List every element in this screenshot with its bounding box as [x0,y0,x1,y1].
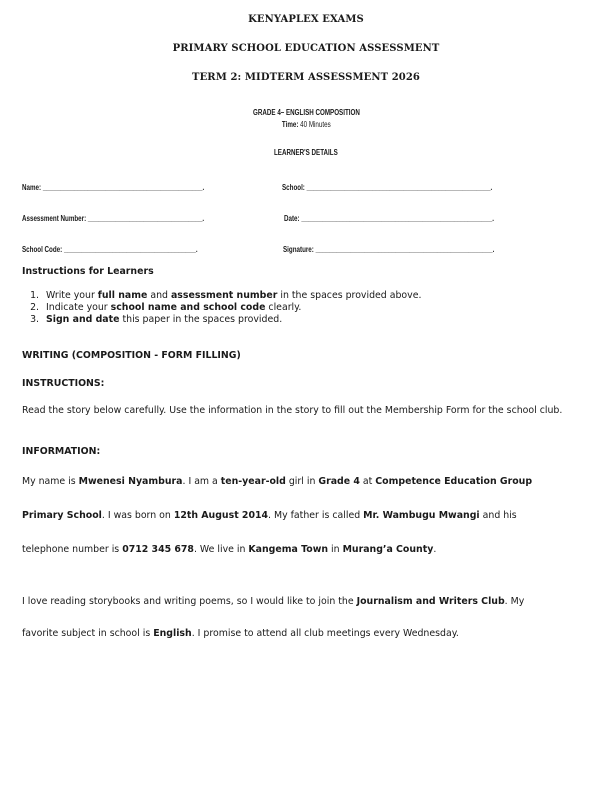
time-value: 40 Minutes [299,120,331,129]
section-instructions-text: Read the story below carefully. Use the information in the story to fill out the Membership Form for the school club. [22,405,563,416]
signature-label: Signature: ___________________________________________________. [283,245,495,254]
name-label: Name: ______________________________________________. [22,183,205,192]
school-field[interactable] [282,177,552,195]
exam-body-title: KENYAPLEX EXAMS [248,14,364,25]
story-line-3: telephone number is 0712 345 678. We live in Kangema Town in Murang’a County. [22,544,437,555]
signature-field[interactable] [283,239,554,257]
story-line-2: Primary School. I was born on 12th August 2014. My father is called Mr. Wambugu Mwangi and his [22,510,517,521]
time-label: Time: [281,120,299,129]
story-line-1: My name is Mwenesi Nyambura. I am a ten-year-old girl in Grade 4 at Competence Education Group [22,476,533,487]
date-label: Date: _______________________________________________________. [284,214,494,223]
story-line-4: I love reading storybooks and writing poems, so I would like to join the Journalism and Writers Club. My [22,596,525,607]
date-field[interactable] [284,208,553,226]
information-label: INFORMATION: [22,446,101,457]
instructions-heading: Instructions for Learners [22,266,154,277]
details-heading: LEARNER'S DETAILS [274,148,338,157]
story-line-5: favorite subject in school is English. I promise to attend all club meetings every Wednesday. [22,628,459,639]
section-instructions-label: INSTRUCTIONS: [22,378,105,389]
name-field[interactable] [22,177,256,195]
assessment-number-field[interactable] [22,208,256,226]
term-title: TERM 2: MIDTERM ASSESSMENT 2026 [192,72,420,83]
instruction-item: 1. Write your full name and assessment number in the spaces provided above. [42,290,421,302]
time-line [0,114,612,132]
assessment-title: PRIMARY SCHOOL EDUCATION ASSESSMENT [172,43,440,54]
instruction-item: 2. Indicate your school name and school code clearly. [42,302,421,314]
section-title: WRITING (COMPOSITION - FORM FILLING) [22,350,241,361]
instruction-item: 3. Sign and date this paper in the spaces provided. [42,314,421,326]
grade-subject: GRADE 4– ENGLISH COMPOSITION [252,108,360,117]
instructions-list [22,290,421,325]
school-code-field[interactable] [22,239,247,257]
school-code-label: School Code: ______________________________________. [22,245,198,254]
assessment-number-label: Assessment Number: _________________________________. [22,214,205,223]
details-heading-wrap [0,142,612,160]
school-label: School: _____________________________________________________. [282,183,493,192]
time-text [282,120,331,129]
